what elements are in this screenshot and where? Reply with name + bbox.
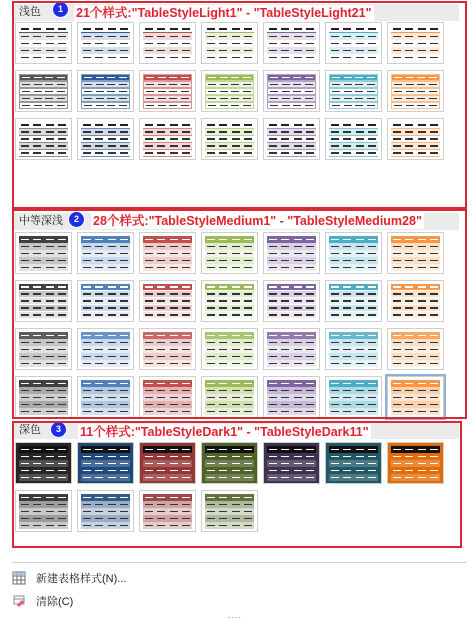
table-style-swatch[interactable]	[263, 280, 320, 322]
table-style-swatch[interactable]	[325, 70, 382, 112]
table-style-swatch[interactable]	[201, 490, 258, 532]
table-style-swatch[interactable]	[201, 22, 258, 64]
new-table-style-label: 新建表格样式(N)...	[36, 573, 127, 585]
light-styles-grid	[15, 22, 444, 160]
table-style-swatch[interactable]	[15, 442, 72, 484]
table-style-swatch[interactable]	[139, 328, 196, 370]
table-style-swatch[interactable]	[387, 328, 444, 370]
annotation-dark: 11个样式:"TableStyleDark1" - "TableStyleDark11"	[80, 425, 369, 439]
table-style-swatch[interactable]	[77, 22, 134, 64]
table-style-swatch[interactable]	[325, 328, 382, 370]
table-style-swatch[interactable]	[263, 118, 320, 160]
table-style-swatch[interactable]	[77, 376, 134, 418]
table-style-swatch[interactable]	[387, 118, 444, 160]
annotation-light: 21个样式:"TableStyleLight1" - "TableStyleLight21"	[76, 6, 372, 20]
table-style-swatch[interactable]	[201, 118, 258, 160]
table-style-swatch[interactable]	[201, 232, 258, 274]
table-style-swatch[interactable]	[263, 70, 320, 112]
table-style-swatch[interactable]	[77, 328, 134, 370]
table-style-swatch[interactable]	[139, 442, 196, 484]
table-style-swatch[interactable]	[139, 232, 196, 274]
table-style-swatch[interactable]	[201, 70, 258, 112]
table-style-swatch[interactable]	[139, 490, 196, 532]
table-style-swatch[interactable]	[263, 376, 320, 418]
table-style-swatch[interactable]	[77, 490, 134, 532]
table-style-swatch[interactable]	[263, 328, 320, 370]
table-style-swatch[interactable]	[325, 22, 382, 64]
table-style-swatch[interactable]	[325, 280, 382, 322]
eraser-icon	[12, 594, 26, 608]
table-style-swatch[interactable]	[201, 442, 258, 484]
table-style-swatch[interactable]	[263, 442, 320, 484]
clear-label: 清除(C)	[36, 596, 74, 608]
table-style-swatch[interactable]	[325, 232, 382, 274]
badge-2: 2	[69, 212, 84, 227]
table-style-swatch[interactable]	[77, 280, 134, 322]
section-header-dark: 深色	[14, 422, 459, 439]
table-style-swatch[interactable]	[15, 118, 72, 160]
table-style-swatch[interactable]	[201, 280, 258, 322]
table-style-swatch[interactable]	[15, 376, 72, 418]
annotation-medium: 28个样式:"TableStyleMedium1" - "TableStyleMedium28"	[93, 214, 422, 228]
table-style-swatch[interactable]	[325, 442, 382, 484]
table-style-swatch[interactable]	[263, 232, 320, 274]
table-style-swatch[interactable]	[77, 70, 134, 112]
table-style-swatch[interactable]	[387, 70, 444, 112]
table-style-swatch[interactable]	[15, 328, 72, 370]
table-style-swatch[interactable]	[201, 328, 258, 370]
table-style-swatch[interactable]	[15, 232, 72, 274]
table-style-swatch[interactable]	[139, 280, 196, 322]
table-style-swatch[interactable]	[77, 232, 134, 274]
table-style-swatch[interactable]	[139, 70, 196, 112]
section-header-light: 浅色	[14, 4, 459, 21]
table-style-swatch[interactable]	[387, 22, 444, 64]
table-style-swatch[interactable]	[387, 376, 444, 418]
table-style-swatch[interactable]	[201, 376, 258, 418]
table-style-swatch[interactable]	[325, 118, 382, 160]
table-style-swatch[interactable]	[139, 118, 196, 160]
table-style-swatch[interactable]	[15, 22, 72, 64]
table-style-swatch[interactable]	[387, 232, 444, 274]
badge-3: 3	[51, 422, 66, 437]
table-style-swatch[interactable]	[325, 376, 382, 418]
section-header-medium: 中等深浅	[14, 213, 459, 230]
menu-divider	[12, 562, 466, 563]
table-style-swatch[interactable]	[387, 442, 444, 484]
table-grid-icon	[12, 571, 26, 585]
clear-menu-item[interactable]	[12, 591, 73, 611]
table-style-swatch[interactable]	[15, 490, 72, 532]
medium-styles-grid	[15, 232, 444, 418]
table-style-swatch[interactable]	[77, 118, 134, 160]
badge-1: 1	[53, 2, 68, 17]
table-style-swatch[interactable]	[139, 376, 196, 418]
resize-grip[interactable]: ....	[228, 610, 243, 619]
dark-styles-grid	[15, 442, 444, 532]
table-style-swatch[interactable]	[139, 22, 196, 64]
table-style-swatch[interactable]	[15, 70, 72, 112]
table-style-swatch[interactable]	[387, 280, 444, 322]
new-table-style-menu-item[interactable]	[12, 568, 126, 588]
table-style-swatch[interactable]	[15, 280, 72, 322]
table-style-swatch[interactable]	[263, 22, 320, 64]
table-style-swatch[interactable]	[77, 442, 134, 484]
